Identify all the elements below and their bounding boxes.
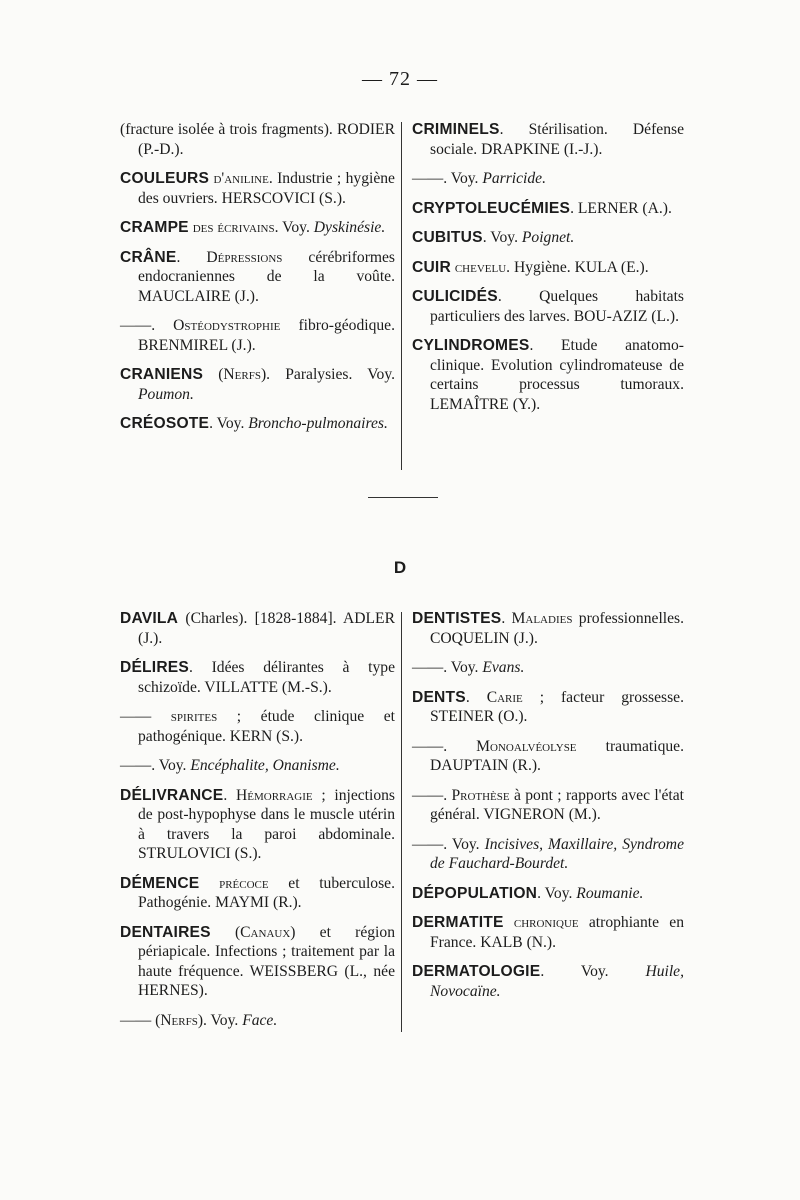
page-number: — 72 —	[362, 68, 438, 90]
entry-text: ). Paralysies. Voy.	[260, 366, 395, 383]
index-entry	[412, 884, 684, 904]
cross-reference: Encéphalite, Onanisme.	[190, 757, 340, 774]
entry-text: ——. Voy.	[412, 659, 483, 676]
entry-text: chronique	[513, 914, 579, 931]
index-entry	[120, 248, 395, 307]
entry-text: professionnelles. COQUELIN (J.).	[430, 610, 685, 647]
entry-text: (fracture isolée à trois fragments). RODIER (P.-D.).	[120, 121, 395, 158]
entry-text	[199, 875, 219, 892]
index-entry	[120, 365, 395, 404]
entry-headword: DÉLIVRANCE	[120, 786, 224, 804]
column-divider-top	[401, 122, 402, 470]
index-entry	[412, 658, 684, 678]
index-entry	[120, 120, 395, 159]
index-column-c	[120, 609, 395, 1040]
entry-text: ——. Voy.	[120, 757, 191, 774]
entry-text: . Industrie ; hygiène des ouvriers. HERSCOVICI (S.).	[138, 170, 395, 207]
entry-text: .	[501, 610, 512, 627]
index-column-d	[412, 609, 684, 1011]
entry-text: . Voy.	[540, 963, 646, 980]
entry-text: Maladies	[511, 610, 573, 627]
entry-headword: CUBITUS	[412, 229, 483, 246]
entry-text: —— (	[120, 1011, 161, 1029]
entry-text: . Voy.	[537, 884, 577, 902]
entry-headword: DENTAIRES	[120, 923, 211, 941]
cross-reference: Incisives, Maxillaire, Syndrome de Fauchard-Bourdet.	[430, 835, 684, 872]
entry-headword: CRÂNE	[120, 248, 177, 266]
entry-text: ——.	[412, 786, 452, 804]
entry-text: .	[465, 688, 487, 706]
entry-headword: DÉPOPULATION	[412, 884, 538, 902]
entry-text: spirites	[170, 708, 218, 725]
entry-text: cérébriformes endocraniennes de la voûte. MAUCLAIRE (J.).	[138, 248, 396, 305]
cross-reference: Poignet.	[521, 229, 575, 246]
entry-text: des écrivains	[192, 219, 275, 236]
entry-headword: CYLINDROMES	[412, 337, 530, 354]
entry-text: Monoalvéolyse	[476, 737, 577, 755]
cross-reference: Dyskinésie.	[313, 219, 386, 236]
index-entry	[120, 609, 395, 648]
entry-text: . Voy.	[274, 219, 314, 236]
entry-text: .	[176, 248, 207, 266]
index-entry	[120, 414, 395, 434]
entry-headword: CRAMPE	[120, 219, 189, 236]
entry-text: Ostéodystrophie	[173, 317, 281, 334]
entry-text: ——. Voy.	[412, 170, 483, 187]
entry-text	[504, 914, 514, 931]
section-separator-rule	[368, 497, 438, 498]
index-entry	[120, 707, 395, 746]
cross-reference: Face.	[242, 1011, 278, 1029]
entry-text: . Idées délirantes à type schizoïde. VILLATTE (M.-S.).	[138, 659, 395, 696]
index-entry	[412, 688, 684, 727]
column-divider-bottom	[401, 612, 402, 1032]
entry-text: . Voy.	[482, 229, 522, 246]
entry-text: ——	[120, 708, 171, 725]
entry-headword: CULICIDÉS	[412, 288, 498, 305]
entry-headword: DERMATITE	[412, 914, 504, 931]
entry-headword: CRIMINELS	[412, 121, 500, 138]
cross-reference: Poumon.	[138, 385, 194, 403]
entry-text: traumatique. DAUPTAIN (R.).	[430, 737, 684, 774]
entry-headword: DÉLIRES	[120, 659, 189, 676]
entry-text: . Hygiène. KULA (E.).	[506, 258, 649, 276]
index-entry	[412, 737, 684, 776]
index-entry	[412, 169, 684, 189]
entry-text: et tuberculose. Pathogénie. MAYMI (R.).	[138, 874, 395, 911]
entry-text: fibro-géodique. BRENMIREL (J.).	[138, 317, 395, 354]
index-entry	[412, 913, 684, 952]
entry-headword: DAVILA	[120, 610, 179, 627]
entry-headword: DENTS	[412, 688, 466, 706]
index-column-b	[412, 120, 684, 424]
entry-text: chevelu	[454, 258, 507, 276]
cross-reference: Roumanie.	[576, 884, 644, 902]
entry-headword: CRÉOSOTE	[120, 415, 210, 432]
entry-headword: DENTISTES	[412, 610, 502, 627]
cross-reference: Broncho-pulmonaires.	[248, 415, 388, 432]
index-entry	[412, 287, 684, 326]
entry-headword: DERMATOLOGIE	[412, 963, 541, 980]
entry-headword: COULEURS	[120, 170, 210, 187]
entry-headword: CRYPTOLEUCÉMIES	[412, 199, 571, 217]
entry-text: Canaux	[240, 923, 291, 941]
index-entry	[412, 228, 684, 248]
index-entry	[412, 609, 684, 648]
index-entry	[412, 786, 684, 825]
index-entry	[120, 786, 395, 864]
entry-text: (	[203, 366, 224, 383]
entry-text: . LERNER (A.).	[570, 199, 672, 217]
index-entry	[412, 835, 684, 874]
index-entry	[120, 923, 395, 1001]
index-entry	[412, 962, 684, 1001]
section-letter: D	[393, 558, 407, 577]
entry-headword: CRANIENS	[120, 366, 204, 383]
entry-headword: DÉMENCE	[120, 874, 200, 892]
entry-text: précoce	[219, 874, 269, 892]
index-entry	[120, 218, 395, 238]
entry-text: ). Voy.	[197, 1011, 243, 1029]
entry-text: à pont ; rapports avec l'état général. VIGNERON (M.).	[430, 786, 684, 823]
index-entry	[120, 316, 395, 355]
cross-reference: Evans.	[482, 659, 525, 676]
entry-text: (	[210, 923, 241, 941]
index-column-a	[120, 120, 395, 444]
entry-text: (Charles). [1828-1884]. ADLER (J.).	[138, 610, 395, 647]
index-entry	[412, 120, 684, 159]
entry-text: d'aniline	[213, 170, 269, 187]
entry-text: Dépressions	[206, 248, 283, 266]
entry-text: ; injections de post-hypophyse dans le muscle utérin à travers la paroi abdominale. STRULOVICI (S.).	[138, 786, 396, 862]
index-entry	[120, 169, 395, 208]
index-entry	[412, 258, 684, 278]
index-entry	[412, 336, 684, 414]
entry-headword: CUIR	[412, 258, 451, 276]
index-entry	[120, 1011, 395, 1031]
entry-text: . Stérilisation. Défense sociale. DRAPKINE (I.-J.).	[430, 121, 684, 158]
index-entry	[120, 658, 395, 697]
entry-text: . Voy.	[209, 415, 249, 432]
entry-text: ——.	[120, 317, 174, 334]
cross-reference: Parricide.	[482, 170, 547, 187]
entry-text: Hémorragie	[235, 786, 313, 804]
entry-text: Nerfs	[223, 366, 261, 383]
index-entry	[120, 756, 395, 776]
index-entry	[412, 199, 684, 219]
entry-text: ——. Voy.	[412, 835, 485, 853]
entry-text: . Quelques habitats particuliers des larves. BOU-AZIZ (L.).	[430, 288, 684, 325]
index-entry	[120, 874, 395, 913]
cross-reference: Huile, Novocaïne.	[430, 963, 684, 1000]
entry-text: atrophiante en France. KALB (N.).	[430, 914, 684, 951]
entry-text: .	[223, 786, 236, 804]
entry-text: ——.	[412, 737, 477, 755]
entry-text: . Etude anatomo-clinique. Evolution cylindromateuse de certains processus tumoraux. LEMAÎTRE (Y.).	[430, 337, 684, 413]
entry-text: ; étude clinique et pathogénique. KERN (S.).	[138, 708, 395, 745]
entry-text: Prothèse	[451, 786, 510, 804]
entry-text: Carie	[486, 688, 523, 706]
entry-text: ; facteur grossesse. STEINER (O.).	[430, 688, 685, 725]
entry-text: Nerfs	[160, 1011, 198, 1029]
entry-text: ) et région périapicale. Infections ; traitement par la haute fréquence. WEISSBERG (L., née HERNES).	[138, 923, 395, 999]
